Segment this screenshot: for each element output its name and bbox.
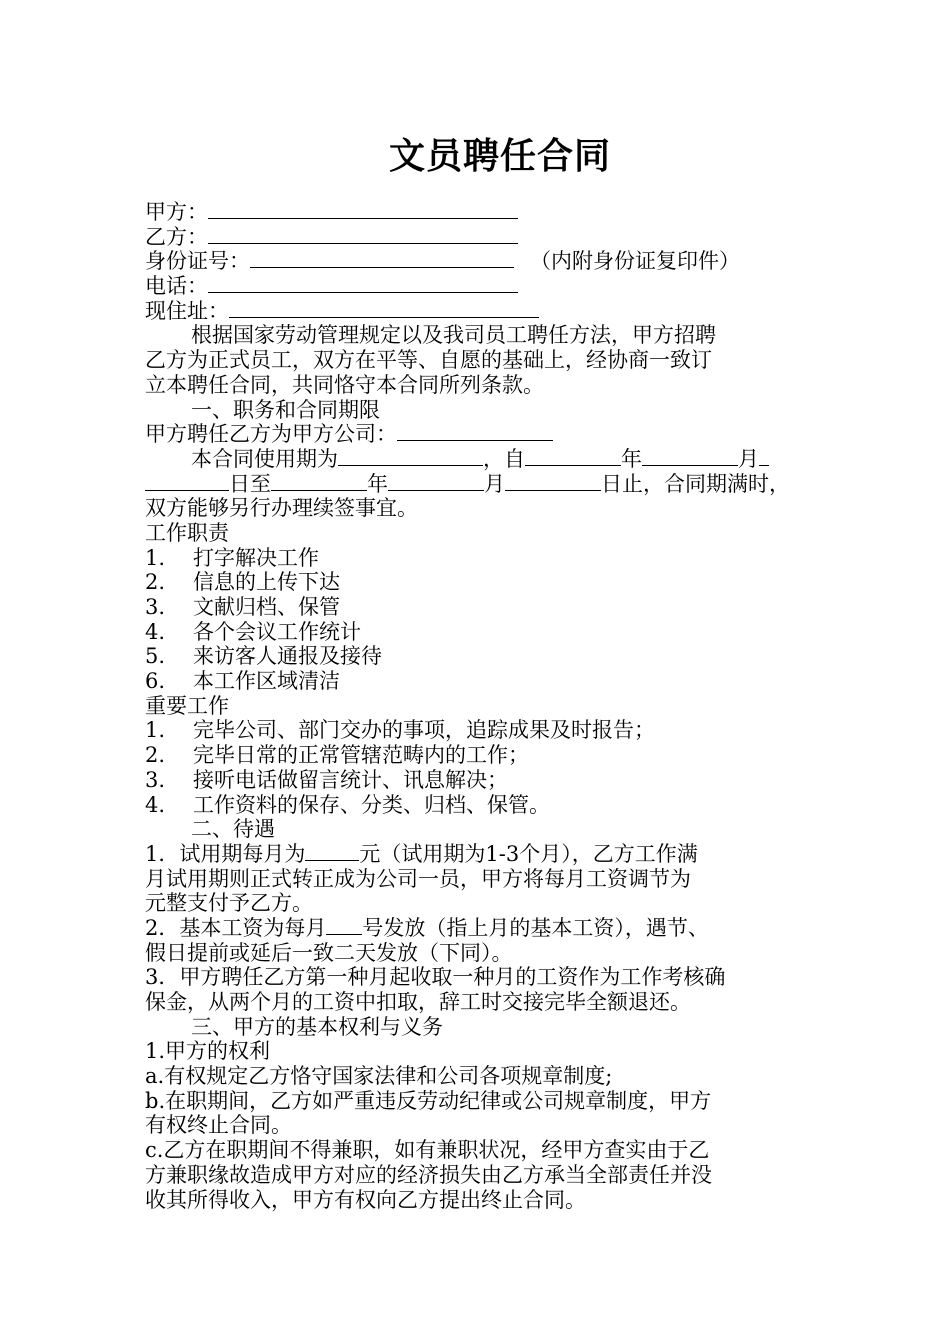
duty-number: 1. (145, 545, 166, 570)
trial-pay-label: 1．试用期每月为 (145, 841, 306, 866)
phone-label: 电话： (145, 274, 208, 299)
end-month-label: 月 (484, 471, 505, 496)
duty-item (145, 570, 815, 595)
salary-line-3: 元整支付予乙方。 (145, 891, 313, 916)
key-work-number: 4. (145, 792, 166, 817)
end-month-blank[interactable] (388, 472, 484, 491)
payday-line-1 (145, 916, 815, 941)
month-label: 月 (738, 446, 759, 471)
deposit-line-2: 保金，从两个月的工资中扣取，辞工时交接完毕全额退还。 (145, 990, 691, 1014)
key-work-item (145, 743, 815, 768)
party-b-line (145, 225, 815, 250)
key-work-number: 1. (145, 718, 166, 743)
period-from: ，自 (483, 446, 525, 471)
start-year-blank[interactable] (525, 447, 621, 466)
duty-text: 信息的上传下达 (193, 570, 340, 595)
key-work-text: 完毕日常的正常管辖范畴内的工作； (193, 743, 529, 768)
id-line (145, 249, 815, 274)
duty-number: 6. (145, 669, 166, 694)
right-b-line-1: b.在职期间，乙方如严重违反劳动纪律或公司规章制度，甲方 (145, 1088, 712, 1113)
party-a-rights-heading: 1.甲方的权利 (145, 1039, 271, 1064)
duty-item (145, 669, 815, 694)
payday-line-2: 假日提前或延后一致二天发放（下同）。 (145, 940, 513, 965)
duty-item (145, 644, 815, 669)
document-body (145, 200, 815, 1212)
duty-number: 3. (145, 595, 166, 619)
salary-line-2: 月试用期则正式转正成为公司一员，甲方将每月工资调节为 (145, 866, 691, 891)
address-line (145, 299, 815, 324)
document-title: 文员聘任合同 (388, 136, 611, 177)
end-year-blank[interactable] (271, 472, 367, 491)
duty-text: 各个会议工作统计 (193, 619, 361, 644)
party-a-label: 甲方： (145, 200, 208, 224)
end-day-blank[interactable] (505, 472, 601, 491)
day-to-label: 日至 (229, 471, 271, 496)
key-work-heading: 重要工作 (145, 693, 229, 718)
start-day-blank-part[interactable] (759, 447, 769, 466)
payday-label: 2．基本工资为每月 (145, 915, 327, 940)
year-label: 年 (621, 446, 642, 471)
id-blank[interactable] (250, 249, 514, 268)
position-label: 甲方聘任乙方为甲方公司： (145, 422, 397, 447)
duty-text: 本工作区域清洁 (193, 669, 340, 694)
intro-line-3: 立本聘任合同，共同恪守本合同所列条款。 (145, 372, 544, 397)
id-label: 身份证号： (145, 249, 250, 274)
key-work-text: 工作资料的保存、分类、归档、保管。 (193, 792, 550, 817)
payday-blank[interactable] (326, 916, 362, 935)
phone-blank[interactable] (208, 274, 518, 293)
end-year-label: 年 (367, 471, 388, 496)
payday-text: 号发放（指上月的基本工资），遇节、 (362, 915, 709, 940)
address-blank[interactable] (229, 299, 539, 318)
key-work-number: 2. (145, 743, 166, 768)
period-blank[interactable] (338, 447, 483, 466)
right-c-line-3: 收其所得收入，甲方有权向乙方提出终止合同。 (145, 1187, 586, 1212)
period-label: 本合同使用期为 (191, 446, 338, 471)
party-b-label: 乙方： (145, 224, 208, 249)
section-3-heading: 三、甲方的基本权利与义务 (191, 1014, 443, 1039)
section-2-heading: 二、待遇 (191, 817, 275, 842)
trial-pay-blank[interactable] (305, 842, 359, 861)
key-work-item (145, 793, 815, 818)
duty-text: 文献归档、保管 (193, 595, 340, 619)
day-end-label: 日止，合同期满时， (601, 471, 790, 496)
renew-line: 双方能够另行办理续签事宜。 (145, 496, 418, 521)
phone-line (145, 274, 815, 299)
duty-item (145, 546, 815, 571)
section-1-heading: 一、职务和合同期限 (191, 397, 380, 422)
position-blank[interactable] (397, 422, 553, 441)
duty-number: 2. (145, 570, 166, 595)
right-b-line-2: 有权终止合同。 (145, 1113, 292, 1138)
duty-number: 4. (145, 619, 166, 644)
key-work-item (145, 718, 815, 743)
period-line-2 (145, 472, 815, 497)
party-a-blank[interactable] (208, 200, 518, 219)
duty-item (145, 595, 815, 620)
start-month-blank[interactable] (642, 447, 738, 466)
duty-text: 打字解决工作 (193, 545, 319, 570)
duty-text: 来访客人通报及接待 (193, 644, 382, 669)
id-note: （内附身份证复印件） (530, 249, 740, 274)
address-label: 现住址： (145, 298, 229, 323)
trial-pay-text: 元（试用期为1-3个月），乙方工作满 (359, 841, 698, 866)
position-line (145, 422, 815, 447)
duty-number: 5. (145, 644, 166, 669)
duties-heading: 工作职责 (145, 520, 229, 545)
key-work-number: 3. (145, 767, 166, 792)
right-a: a.有权规定乙方恪守国家法律和公司各项规章制度; (145, 1064, 613, 1089)
start-day-blank[interactable] (145, 472, 229, 491)
key-work-text: 接听电话做留言统计、讯息解决； (193, 767, 508, 792)
key-work-text: 完毕公司、部门交办的事项，追踪成果及时报告； (193, 718, 655, 743)
party-a-line (145, 200, 815, 225)
period-line-1 (145, 447, 815, 472)
duty-item (145, 620, 815, 645)
salary-line-1 (145, 842, 815, 867)
deposit-line-1: 3．甲方聘任乙方第一种月起收取一种月的工资作为工作考核确 (145, 965, 726, 990)
intro-line-1: 根据国家劳动管理规定以及我司员工聘任方法，甲方招聘 (191, 323, 716, 348)
right-c-line-1: c.乙方在职期间不得兼职，如有兼职状况，经甲方查实由于乙 (145, 1138, 710, 1163)
party-b-blank[interactable] (208, 225, 518, 244)
right-c-line-2: 方兼职缘故造成甲方对应的经济损失由乙方承当全部责任并没 (145, 1162, 712, 1187)
intro-line-2: 乙方为正式员工，双方在平等、自愿的基础上，经协商一致订 (145, 348, 712, 373)
key-work-item (145, 768, 815, 793)
